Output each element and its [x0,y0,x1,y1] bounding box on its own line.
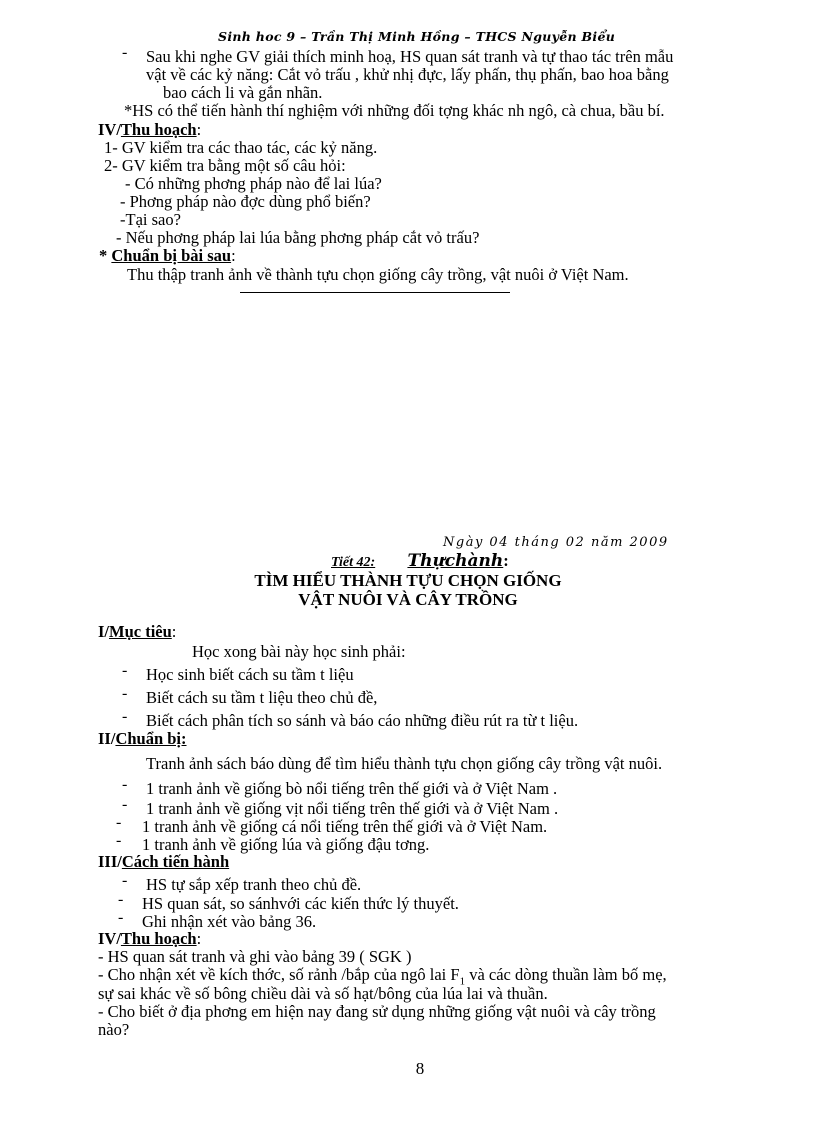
bullet-dash: - [118,891,124,908]
question-line: - Nếu phơng pháp lai lúa bằng phơng pháp cắt vỏ trấu? [116,228,480,247]
section-number: III/ [98,852,122,871]
running-header: Sinh hoc 9 – Trần Thị Minh Hồng – THCS Nguyễn Biểu [218,29,616,44]
heading-colon: : [503,551,509,570]
subscript: 1 [459,975,466,988]
section-title: Thu hoạch [120,929,197,948]
heading-colon: : [231,246,236,265]
numbered-item: 1- GV kiểm tra các thao tác, các kỷ năng. [104,138,378,157]
paragraph-line: sự sai khác về số bông chiều dài và số hạt/bông của lúa lai và thuần. [98,984,548,1003]
list-item: Biết cách phân tích so sánh và báo cáo những điều rút ra từ t liệu. [146,711,579,730]
list-item: HS quan sát, so sánhvới các kiến thức lý thuyết. [142,894,459,913]
section-heading [98,930,201,948]
page-number: 8 [415,1059,425,1078]
section-heading [98,853,229,871]
section-heading [98,121,201,139]
list-item: 1 tranh ảnh về giống lúa và giống đậu tơng. [142,835,430,854]
list-item: Tranh ảnh sách báo dùng để tìm hiểu thành tựu chọn giống cây trồng vật nuôi. [146,754,663,773]
bullet-dash: - [122,872,128,889]
list-item: Học sinh biết cách su tầm t liệu [146,665,354,684]
heading-colon: : [171,622,177,641]
heading-colon: : [196,120,202,139]
section-divider [240,292,510,293]
section-number: IV/ [98,120,121,139]
section-heading [98,623,176,641]
prep-star: * [99,246,112,265]
bullet-dash: - [122,776,128,793]
paragraph-line: - Cho biết ở địa phơng em hiện nay đang sử dụng những giống vật nuôi và cây trồng [98,1002,656,1021]
section-heading [99,247,236,265]
lesson-number: Tiết 42: [331,555,376,570]
bullet-text-line: vật về các kỷ năng: Cắt vỏ trấu , khử nhị đực, lấy phấn, thụ phấn, bao hoa bằng [146,65,669,84]
list-item: HS tự sắp xếp tranh theo chủ đề. [146,875,362,894]
section-title: Thu hoạch [120,120,197,139]
bullet-dash: - [122,662,128,679]
section-title: Cách tiến hành [121,852,230,871]
section-title: Chuẩn bị: [115,729,187,748]
section-number: II/ [98,729,116,748]
section-intro: Học xong bài này học sinh phải: [192,642,406,661]
bullet-dash: - [122,708,128,725]
section-number: I/ [98,622,110,641]
section-title: Chuẩn bị bài sau [111,246,232,265]
list-item: 1 tranh ảnh về giống vịt nổi tiếng trên thế giới và ở Việt Nam . [146,799,559,818]
bullet-dash: - [122,796,128,813]
question-line: - Có những phơng pháp nào để lai lúa? [125,174,382,193]
note-line: *HS có thể tiến hành thí nghiệm với những đối tợng khác nh ngô, cà chua, bầu bí. [124,101,665,120]
lesson-date: Ngày 04 tháng 02 năm 2009 [443,535,669,550]
section-number: IV/ [98,929,121,948]
lesson-title-line2: VẬT NUÔI VÀ CÂY TRỒNG [298,590,518,609]
list-item: 1 tranh ảnh về giống cá nổi tiếng trên thế giới và ở Việt Nam. [142,817,548,836]
text-run: - Cho nhận xét về kích thớc, số rảnh /bắp của ngô lai F [98,965,460,984]
section-title: Mục tiêu [109,622,172,641]
bullet-dash: - [116,814,122,831]
bullet-dash: - [122,44,128,61]
list-item: Biết cách su tầm t liệu theo chủ đề, [146,688,378,707]
question-line: - Phơng pháp nào đợc dùng phổ biến? [120,192,371,211]
paragraph-line: nào? [98,1020,130,1039]
text-run: và các dòng thuần làm bố mẹ, [465,965,667,984]
bullet-dash: - [116,832,122,849]
bullet-text-line: bao cách li và gắn nhãn. [163,83,323,102]
prep-text: Thu thập tranh ảnh về thành tựu chọn giống cây trồng, vật nuôi ở Việt Nam. [127,265,629,284]
section-heading [98,730,187,748]
lesson-title-line1: TÌM HIỂU THÀNH TỰU CHỌN GIỐNG [254,571,562,590]
numbered-item: 2- GV kiểm tra bằng một số câu hỏi: [104,156,346,175]
paragraph-line: - HS quan sát tranh và ghi vào bảng 39 ( SGK ) [98,947,412,966]
bullet-dash: - [118,909,124,926]
heading-colon: : [196,929,202,948]
bullet-dash: - [122,685,128,702]
question-line: -Tại sao? [120,210,181,229]
lesson-label [331,552,509,572]
bullet-text-line: Sau khi nghe GV giải thích minh hoạ, HS quan sát tranh và tự thao tác trên mẫu [146,47,674,66]
list-item: 1 tranh ảnh về giống bò nổi tiếng trên thế giới và ở Việt Nam . [146,779,558,798]
list-item: Ghi nhận xét vào bảng 36. [142,912,317,931]
lesson-type: Thựchành [407,551,504,571]
